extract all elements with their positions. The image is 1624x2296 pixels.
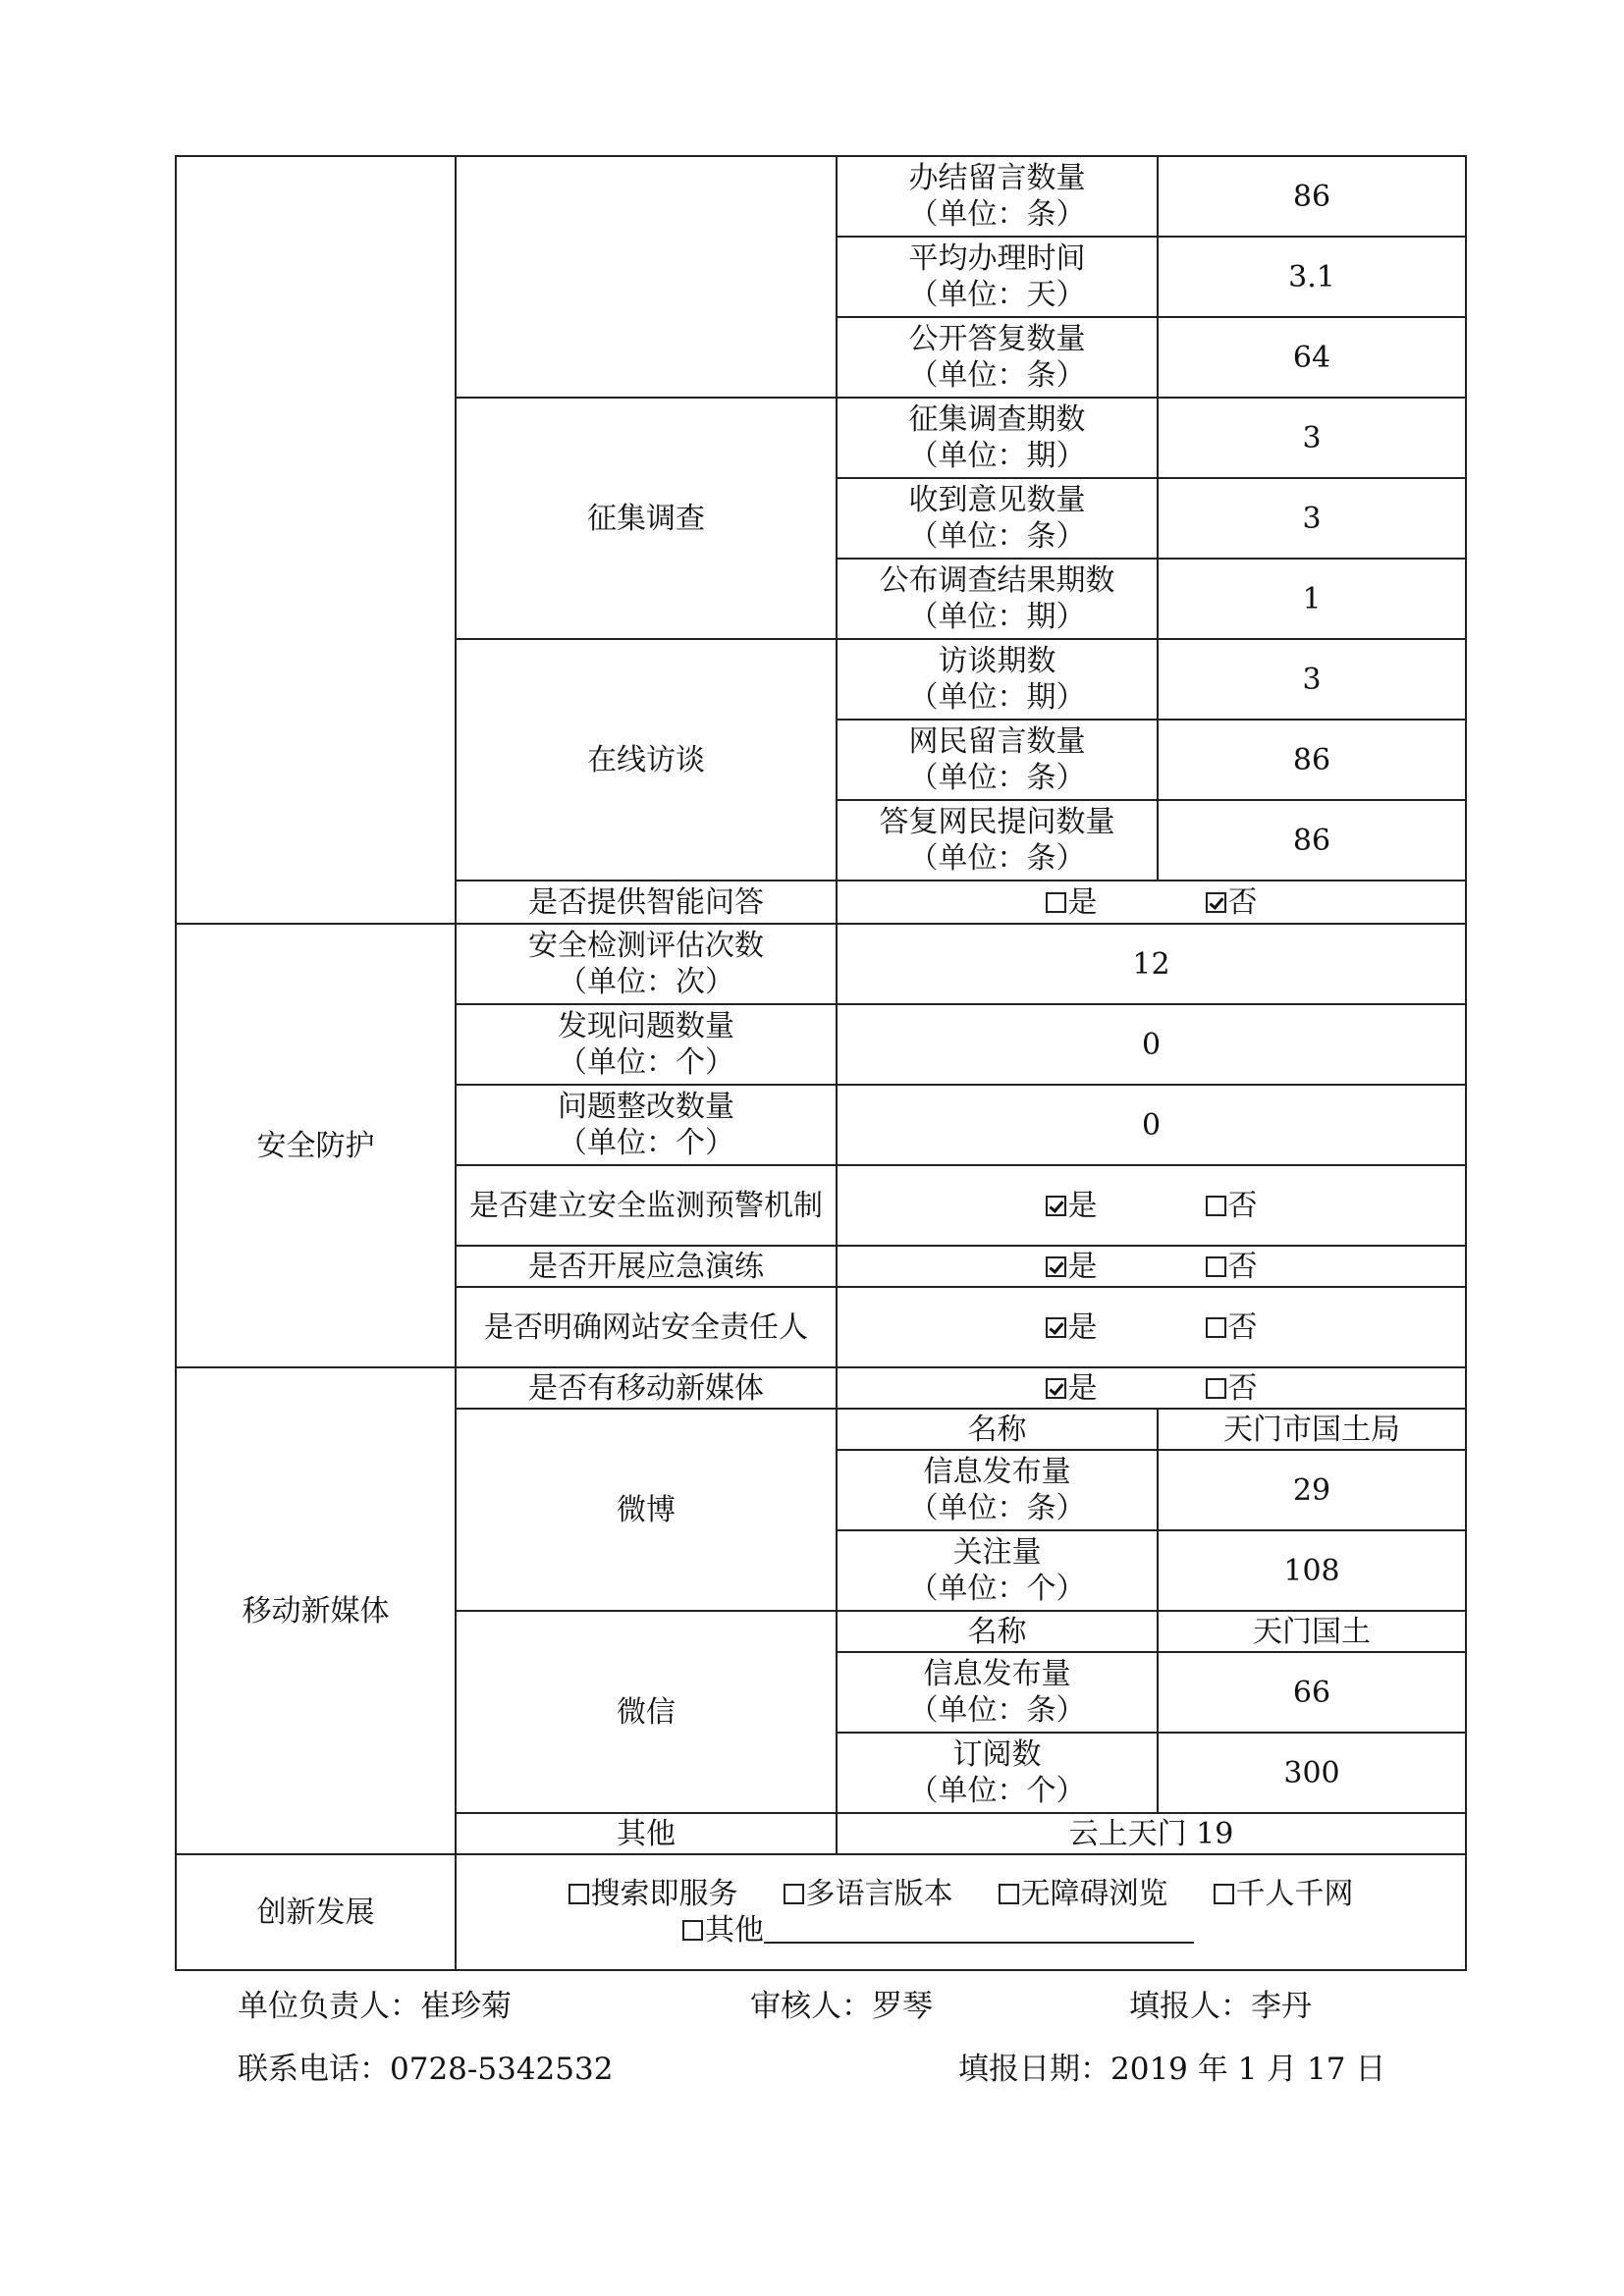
has-media-options [837,1367,1466,1409]
security-responsible-options [837,1287,1466,1367]
smart-qa-no[interactable]: 否 [1206,884,1258,921]
innovation-options [456,1854,1466,1970]
checkbox-icon[interactable] [999,1884,1019,1904]
avg-time-value: 3.1 [1158,237,1466,317]
security-warning-options [837,1165,1466,1246]
report-table [175,155,1467,1971]
handled-messages-value: 86 [1158,156,1466,237]
innovation-option[interactable]: 多语言版本 [784,1876,953,1912]
message-board-cell [456,156,837,398]
survey-results-label: 公布调查结果期数 （单位：期） [837,559,1158,639]
checkbox-icon[interactable] [1046,892,1066,913]
security-fixed-value: 0 [837,1085,1466,1165]
checkbox-icon[interactable] [1214,1884,1234,1904]
weibo-posts-value: 29 [1158,1450,1466,1530]
checkbox-icon[interactable] [784,1884,804,1904]
checked-checkbox-icon[interactable] [1046,1196,1066,1216]
security-warning-no[interactable]: 否 [1206,1188,1258,1224]
interview-periods-label: 访谈期数 （单位：期） [837,639,1158,720]
wechat-name-value: 天门国土 [1158,1611,1466,1652]
other-input-line[interactable] [764,1912,1194,1944]
weibo-followers-value: 108 [1158,1530,1466,1611]
footer-reviewer: 审核人：罗琴 [750,1989,933,2024]
footer-date: 填报日期：2019 年 1 月 17 日 [958,2052,1386,2087]
wechat-subscribers-value: 300 [1158,1733,1466,1813]
media-other-value: 云上天门 19 [837,1813,1466,1854]
checkbox-icon[interactable] [1206,1256,1226,1277]
weibo-name-value: 天门市国土局 [1158,1409,1466,1450]
wechat-name-label: 名称 [837,1611,1158,1652]
public-replies-value: 64 [1158,317,1466,398]
security-fixed-label: 问题整改数量 （单位：个） [456,1085,837,1165]
checked-checkbox-icon[interactable] [1046,1378,1066,1399]
security-responsible-no[interactable]: 否 [1206,1309,1258,1346]
security-drill-no[interactable]: 否 [1206,1249,1258,1285]
innovation-option[interactable]: 千人千网 [1214,1876,1354,1912]
weibo-name-label: 名称 [837,1409,1158,1450]
has-media-no[interactable]: 否 [1206,1370,1258,1407]
security-responsible-yes[interactable]: 是 [1046,1309,1098,1346]
wechat-posts-value: 66 [1158,1652,1466,1733]
media-title: 移动新媒体 [176,1367,456,1854]
interview-messages-value: 86 [1158,720,1466,800]
survey-results-value: 1 [1158,559,1466,639]
checkbox-icon[interactable] [568,1884,589,1904]
handled-messages-label: 办结留言数量 （单位：条） [837,156,1158,237]
checkbox-icon[interactable] [1206,1317,1226,1338]
public-replies-label: 公开答复数量 （单位：条） [837,317,1158,398]
section-interaction-cell [176,156,456,924]
survey-title: 征集调查 [456,398,837,639]
security-warning-label: 是否建立安全监测预警机制 [456,1165,837,1246]
weibo-followers-label: 关注量 （单位：个） [837,1530,1158,1611]
checkbox-icon[interactable] [1206,1196,1226,1216]
footer-phone: 联系电话：0728-5342532 [238,2052,614,2087]
checked-checkbox-icon[interactable] [1206,892,1226,913]
security-warning-yes[interactable]: 是 [1046,1188,1098,1224]
wechat-subscribers-label: 订阅数 （单位：个） [837,1733,1158,1813]
security-found-label: 发现问题数量 （单位：个） [456,1004,837,1085]
checked-checkbox-icon[interactable] [1046,1317,1066,1338]
survey-opinions-label: 收到意见数量 （单位：条） [837,478,1158,559]
smart-qa-options [837,881,1466,924]
security-responsible-label: 是否明确网站安全责任人 [456,1287,837,1367]
interview-title: 在线访谈 [456,639,837,881]
interview-periods-value: 3 [1158,639,1466,720]
footer-head: 单位负责人：崔珍菊 [238,1989,512,2024]
security-title: 安全防护 [176,924,456,1367]
footer-filler: 填报人：李丹 [1129,1989,1312,2024]
checkbox-icon[interactable] [682,1920,703,1941]
innovation-option[interactable]: 无障碍浏览 [999,1876,1168,1912]
innovation-title: 创新发展 [176,1854,456,1970]
security-checks-label: 安全检测评估次数 （单位：次） [456,924,837,1004]
media-other-label: 其他 [456,1813,837,1854]
survey-opinions-value: 3 [1158,478,1466,559]
smart-qa-label: 是否提供智能问答 [456,881,837,924]
wechat-title: 微信 [456,1611,837,1813]
security-drill-options [837,1246,1466,1287]
security-checks-value: 12 [837,924,1466,1004]
checked-checkbox-icon[interactable] [1046,1256,1066,1277]
security-drill-label: 是否开展应急演练 [456,1246,837,1287]
smart-qa-yes[interactable]: 是 [1046,884,1098,921]
survey-periods-label: 征集调查期数 （单位：期） [837,398,1158,478]
security-drill-yes[interactable]: 是 [1046,1249,1098,1285]
checkbox-icon[interactable] [1206,1378,1226,1399]
security-found-value: 0 [837,1004,1466,1085]
has-media-yes[interactable]: 是 [1046,1370,1098,1407]
survey-periods-value: 3 [1158,398,1466,478]
interview-messages-label: 网民留言数量 （单位：条） [837,720,1158,800]
innovation-other[interactable]: 其他 [682,1912,1194,1949]
weibo-posts-label: 信息发布量 （单位：条） [837,1450,1158,1530]
interview-answers-label: 答复网民提问数量 （单位：条） [837,800,1158,881]
has-media-label: 是否有移动新媒体 [456,1367,837,1409]
avg-time-label: 平均办理时间 （单位：天） [837,237,1158,317]
interview-answers-value: 86 [1158,800,1466,881]
weibo-title: 微博 [456,1409,837,1611]
innovation-option[interactable]: 搜索即服务 [568,1876,738,1912]
wechat-posts-label: 信息发布量 （单位：条） [837,1652,1158,1733]
